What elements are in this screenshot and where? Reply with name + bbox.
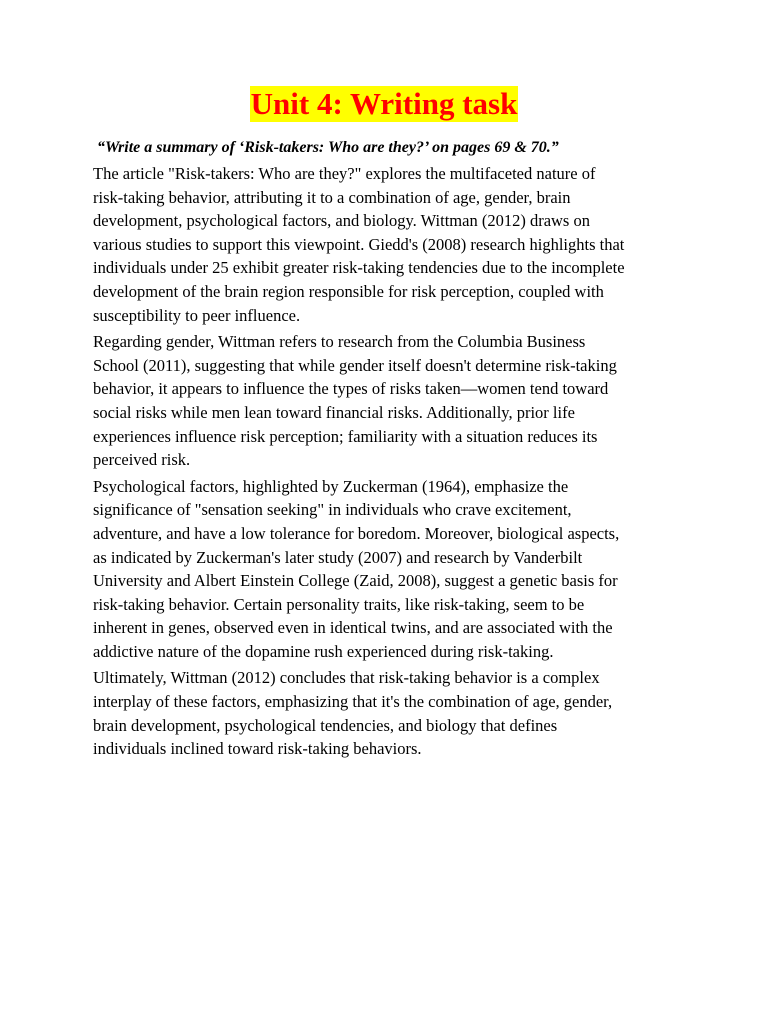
paragraph-line: risk-taking behavior. Certain personality traits, like risk-taking, seem to be: [93, 594, 585, 614]
task-prompt: “Write a summary of ‘Risk-takers: Who are they?’ on pages 69 & 70.”: [97, 139, 559, 156]
paragraph-line: School (2011), suggesting that while gender itself doesn't determine risk-taking: [93, 355, 617, 375]
paragraph-line: brain development, psychological tendencies, and biology that defines: [93, 715, 558, 735]
paragraph-conclusion: [93, 666, 693, 760]
paragraph-line: social risks while men lean toward financial risks. Additionally, prior life: [93, 402, 575, 422]
paragraph-line: inherent in genes, observed even in identical twins, and are associated with the: [93, 618, 613, 638]
title-container: [0, 86, 768, 122]
paragraph-line: development, psychological factors, and biology. Wittman (2012) draws on: [93, 211, 590, 231]
paragraph-line: Psychological factors, highlighted by Zuckerman (1964), emphasize the: [93, 476, 569, 496]
paragraph-line: interplay of these factors, emphasizing that it's the combination of age, gender,: [93, 692, 613, 712]
paragraph-line: experiences influence risk perception; familiarity with a situation reduces its: [93, 426, 598, 446]
paragraph-intro: [93, 162, 693, 327]
paragraph-line: as indicated by Zuckerman's later study (2007) and research by Vanderbilt: [93, 547, 583, 567]
paragraph-line: Ultimately, Wittman (2012) concludes that risk-taking behavior is a complex: [93, 668, 600, 688]
paragraph-line: behavior, it appears to influence the types of risks taken—women tend toward: [93, 379, 609, 399]
page-title: Unit 4: Writing task: [250, 86, 518, 121]
paragraph-line: addictive nature of the dopamine rush experienced during risk-taking.: [93, 641, 554, 661]
paragraph-line: adventure, and have a low tolerance for boredom. Moreover, biological aspects,: [93, 523, 620, 543]
paragraph-line: University and Albert Einstein College (Zaid, 2008), suggest a genetic basis for: [93, 571, 618, 591]
paragraph-line: The article "Risk-takers: Who are they?" explores the multifaceted nature of: [93, 164, 596, 183]
paragraph-line: individuals under 25 exhibit greater risk-taking tendencies due to the incomplete: [93, 258, 625, 278]
paragraph-line: significance of "sensation seeking" in individuals who crave excitement,: [93, 500, 572, 520]
paragraph-psychological: [93, 475, 693, 664]
paragraph-gender: [93, 330, 693, 472]
paragraph-line: perceived risk.: [93, 450, 191, 470]
paragraph-line: susceptibility to peer influence.: [93, 305, 301, 325]
paragraph-line: individuals inclined toward risk-taking behaviors.: [93, 739, 422, 759]
summary-body: [93, 162, 693, 764]
paragraph-line: risk-taking behavior, attributing it to a combination of age, gender, brain: [93, 187, 571, 207]
paragraph-line: development of the brain region responsible for risk perception, coupled with: [93, 281, 604, 301]
paragraph-line: Regarding gender, Wittman refers to research from the Columbia Business: [93, 332, 586, 352]
paragraph-line: various studies to support this viewpoint. Giedd's (2008) research highlights that: [93, 234, 625, 254]
